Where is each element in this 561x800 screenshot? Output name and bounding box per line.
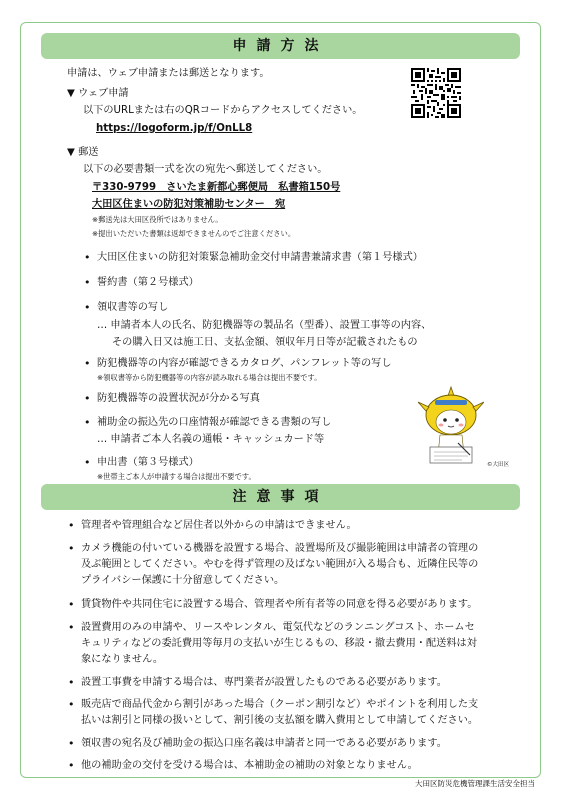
qr-code-icon[interactable]: [411, 68, 461, 118]
note-item-6-line-2: 払いは割引と同様の扱いとして、割引後の支払額を購入費用として申請してください。: [81, 715, 479, 726]
doc-item-3-sub-1: … 申請者本人の氏名、防犯機器等の製品名（型番）、設置工事等の内容、: [97, 320, 432, 331]
mascot-credit: ©大田区: [487, 462, 510, 468]
bullet: •: [68, 737, 75, 750]
web-url-link[interactable]: https://logoform.jp/f/OnLL8: [96, 123, 253, 134]
bullet: •: [68, 676, 75, 689]
note-item-2-line-3: プライバシー保護に十分留意してください。: [81, 575, 285, 586]
doc-item-3-sub-2: その購入日又は施工日、支払金額、領収年月日等が記載されたもの: [112, 337, 418, 348]
doc-item-4-note: ※領収書等から防犯機器等の内容が読み取れる場合は提出不要です。: [97, 373, 322, 382]
mail-text: 以下の必要書類一式を次の宛先へ郵送してください。: [83, 164, 328, 175]
mail-note-2: ※提出いただいた書類は返却できませんのでご注意ください。: [92, 229, 296, 238]
doc-item-2: 誓約書（第２号様式）: [97, 277, 199, 288]
footer-department: 大田区防災危機管理課生活安全担当: [415, 779, 535, 788]
note-item-4-line-2: キュリティなどの委託費用等毎月の支払いが生じるもの、移設・撤去費用・配送料は対: [81, 638, 477, 649]
bullet: •: [84, 301, 91, 314]
web-text: 以下のURLまたは右のQRコードからアクセスしてください。: [83, 105, 363, 116]
bullet: •: [68, 621, 75, 634]
note-item-7: 領収書の宛名及び補助金の振込口座名義は申請者と同一である必要があります。: [81, 738, 447, 749]
note-item-8: 他の補助金の交付を受ける場合は、本補助金の補助の対象となりません。: [81, 760, 418, 771]
note-item-1: 管理者や管理組合など居住者以外からの申請はできません。: [81, 520, 357, 531]
doc-item-7-note: ※世帯主ご本人が申請する場合は提出不要です。: [97, 472, 256, 481]
mail-heading: ▼ 郵送: [67, 147, 99, 158]
note-item-6-line-1: 販売店で商品代金から割引があった場合（クーポン割引など）やポイントを利用した支: [81, 699, 479, 710]
note-item-3: 賃貸物件や共同住宅に設置する場合、管理者や所有者等の同意を得る必要があります。: [81, 599, 478, 610]
note-item-2-line-2: 及ぶ範囲としてください。やむを得ず管理の及ばない範囲が入る場合も、近隣住民等の: [81, 559, 479, 570]
note-item-4-line-1: 設置費用のみの申請や、リースやレンタル、電気代などのランニングコスト、ホームセ: [81, 622, 475, 633]
mail-address-line1: 〒330-9799 さいたま新都心郵便局 私書箱150号: [92, 182, 341, 193]
bullet: •: [84, 416, 91, 429]
doc-item-5: 防犯機器等の設置状況が分かる写真: [97, 393, 260, 404]
bullet: •: [84, 276, 91, 289]
bullet: •: [84, 392, 91, 405]
bullet: •: [68, 759, 75, 772]
mail-address-line2: 大田区住まいの防犯対策補助センター 宛: [92, 199, 286, 210]
section-header-application: 申請方法: [41, 33, 520, 59]
doc-item-6-sub-1: … 申請者ご本人名義の通帳・キャッシュカード等: [97, 434, 325, 445]
web-heading: ▼ ウェブ申請: [67, 88, 129, 99]
doc-item-1: 大田区住まいの防犯対策緊急補助金交付申請書兼請求書（第１号様式）: [97, 252, 423, 263]
mascot-image: [418, 385, 484, 470]
doc-item-6: 補助金の振込先の口座情報が確認できる書類の写し: [97, 417, 332, 428]
doc-item-3: 領収書等の写し: [97, 302, 169, 313]
section-header-notes: 注意事項: [41, 484, 520, 510]
bullet: •: [68, 519, 75, 532]
bullet: •: [84, 251, 91, 264]
intro-text: 申請は、ウェブ申請または郵送となります。: [67, 68, 270, 79]
note-item-4-line-3: 象になりません。: [81, 654, 164, 665]
bullet: •: [68, 598, 75, 611]
doc-item-4: 防犯機器等の内容が確認できるカタログ、パンフレット等の写し: [97, 358, 392, 369]
doc-item-7: 申出書（第３号様式）: [97, 457, 199, 468]
bullet: •: [68, 542, 75, 555]
bullet: •: [68, 698, 75, 711]
bullet: •: [84, 456, 91, 469]
bullet: •: [84, 357, 91, 370]
mail-note-1: ※郵送先は大田区役所ではありません。: [92, 215, 223, 224]
note-item-5: 設置工事費を申請する場合は、専門業者が設置したものである必要があります。: [81, 677, 447, 688]
note-item-2-line-1: カメラ機能の付いている機器を設置する場合、設置場所及び撮影範囲は申請者の管理の: [81, 543, 479, 554]
